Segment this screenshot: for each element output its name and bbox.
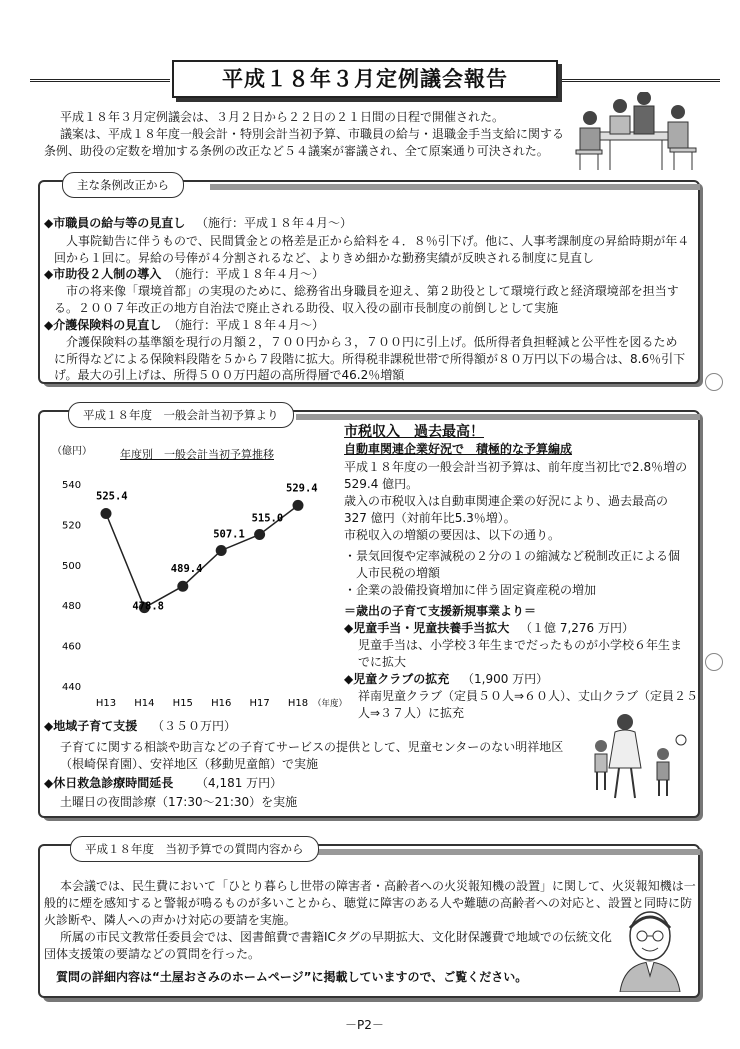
project-body: 児童手当は、小学校３年生までだったものが小学校６年生ま [358, 638, 683, 652]
ordinance-body: 回から１回に。昇給の号俸が４分割されるなど、よりきめ細かな勤務実績が反映される制度に見直し [54, 251, 595, 265]
ordinance-heading: ◆市助役２人制の導入 [44, 267, 162, 281]
data-point [177, 581, 188, 592]
project-body: でに拡大 [358, 655, 407, 669]
y-axis-label: （億円） [52, 446, 92, 457]
ordinance-body: 市の将来像「環境首都」の実現のために、総務省出身職員を迎え、第２助役として環境行政と経済環境部を担当す [66, 284, 679, 298]
headline: 市税収入 過去最高！ [344, 424, 484, 440]
ordinance-date: （施行：平成１８年４月～） [168, 318, 325, 332]
children-illustration [585, 710, 695, 806]
budget-text: 平成１８年度の一般会計当初予算は、前年度当初比で2.8％増の [344, 460, 688, 474]
factor-bullet: ・景気回復や定率減税の２分の１の縮減など税制改正による個 [344, 549, 681, 563]
x-tick-label: H15 [172, 698, 193, 709]
data-label: 529.4 [286, 482, 318, 495]
footer-note: 質問の詳細内容は“土屋おさみのホームページ”に掲載していますので、ご覧ください。 [56, 970, 528, 984]
ordinance-date: （施行：平成１８年４月～） [168, 267, 325, 281]
project-body: 子育てに関する相談や助言などの子育てサービスの提供として、児童センターのない明祥地区 [60, 740, 564, 754]
factor-bullet: 人市民税の増額 [344, 566, 441, 580]
question-line: 本会議では、民生費において「ひとり暮らし世帯の障害者・高齢者への火災報知機の設置」に関して、火災報知機は一 [60, 879, 696, 893]
question-line: 火診断や、隣人への声かけ対応の要請を実施。 [44, 913, 296, 927]
x-tick-label: H16 [211, 698, 232, 709]
new-projects-heading: ＝歳出の子育て支援新規事業より＝ [344, 604, 537, 618]
x-axis-label: （年度） [312, 699, 348, 709]
project-amount: （１億 7,276 万円） [520, 621, 634, 635]
budget-line-chart [40, 440, 350, 720]
ordinance-heading: ◆市職員の給与等の見直し [44, 216, 186, 230]
chart-title: 年度別 一般会計当初予算推移 [120, 448, 274, 461]
ordinance-body: げ。最大の引上げは、所得５００万円超の高所得層で46.2％増額 [54, 368, 405, 382]
ordinance-date: （施行：平成１８年４月～） [196, 216, 353, 230]
data-label: 507.1 [213, 528, 245, 541]
project-heading: ◆休日救急診療時間延長 [44, 776, 174, 790]
data-point [216, 545, 227, 556]
factors-intro: 市税収入の増額の要因は、以下の通り。 [344, 528, 561, 542]
revenue-text: 歳入の市税収入は自動車関連企業の好況により、過去最高の [344, 494, 669, 508]
y-tick-label: 460 [62, 641, 82, 653]
project-amount: （３５０万円） [152, 719, 237, 733]
project-body: （根崎保育園）、安祥地区（移動児童館）で実施 [60, 757, 319, 771]
x-tick-label: H14 [134, 698, 155, 709]
y-tick-label: 540 [62, 480, 82, 491]
ordinance-heading: ◆介護保険料の見直し [44, 318, 162, 332]
subheadline: 自動車関連企業好況で 積極的な予算編成 [344, 442, 573, 456]
project-amount: （4,181 万円） [196, 776, 283, 790]
y-tick-label: 520 [62, 520, 82, 532]
page-number: －P2－ [345, 1018, 384, 1032]
ordinance-body: る。２００７年改正の地方自治法で廃止される助役、収入役の副市長制度の前倒しとして実施 [54, 301, 559, 315]
title-rule-right [560, 79, 720, 82]
project-heading: ◆児童手当・児童扶養手当拡大 [344, 621, 510, 635]
intro-line: 議案は、平成１８年度一般会計・特別会計当初予算、市職員の給与・退職金手当支給に関する [60, 127, 565, 141]
project-heading: ◆地域子育て支援 [44, 719, 138, 733]
y-tick-label: 440 [62, 682, 82, 693]
project-heading: ◆児童クラブの拡充 [344, 672, 450, 686]
meeting-illustration [560, 92, 710, 176]
title-rule-left [30, 79, 170, 82]
project-body: 土曜日の夜間診療（17:30～21:30）を実施 [60, 795, 298, 809]
ordinance-body: 人事院勧告に伴うもので、民間賃金との格差是正から給料を４．８％引下げ。他に、人事考課制度の昇給時期が年４ [66, 234, 690, 248]
project-body: 人⇒３７人）に拡充 [358, 706, 465, 720]
title-box [172, 60, 558, 98]
question-line: 所属の市民文教常任委員会では、図書館費で書籍ICタグの早期拡大、文化財保護費で地域での伝統文化 [60, 930, 612, 944]
budget-text: 529.4 億円。 [344, 477, 419, 491]
binder-hole [705, 653, 723, 671]
question-line: 団体支援策の要請などの質問を行った。 [44, 947, 261, 961]
data-label: 515.0 [251, 512, 284, 525]
data-label: 525.4 [96, 490, 128, 503]
intro-line: 平成１８年３月定例議会は、３月２日から２２日の２１日間の日程で開催された。 [60, 110, 505, 124]
ordinance-body: 介護保険料の基準額を現行の月額２，７００円から３，７００円に引上げ。低所得者負担軽減と公平性を図るため [66, 335, 678, 349]
data-label: 478.8 [132, 600, 165, 613]
binder-hole [705, 373, 723, 391]
section-tab-questions: 平成１８年度 当初予算での質問内容から [70, 836, 319, 862]
portrait-illustration [612, 906, 692, 992]
intro-line: 条例、助役の定数を増加する条例の改正など５４議案が審議され、全て原案通り可決された。 [44, 144, 549, 158]
x-tick-label: H13 [95, 698, 117, 709]
project-amount: （1,900 万円） [462, 672, 549, 686]
x-tick-label: H18 [287, 698, 309, 709]
ordinance-body: に所得などによる保険料段階を５から７段階に拡大。所得税非課税世帯で所得額が８０万円以下の場合は、8.6％引下 [54, 352, 686, 366]
question-line: 般的に煙を感知すると警報が鳴るものが多いことから、聴覚に障害のある人や難聴の高齢者への対応と、設置と同時に防 [44, 896, 693, 910]
page-title: 平成１８年３月定例議会報告 [222, 67, 508, 91]
data-point [254, 529, 265, 540]
revenue-text: 327 億円（対前年比5.3％増）。 [344, 511, 516, 525]
section-tab-ordinance: 主な条例改正から [62, 172, 184, 198]
section-tab-budget: 平成１８年度 一般会計当初予算より [68, 402, 294, 428]
y-tick-label: 500 [62, 560, 82, 572]
y-tick-label: 480 [62, 601, 82, 613]
project-body: 祥南児童クラブ（定員５０人⇒６０人）、丈山クラブ（定員２５ [358, 689, 699, 703]
x-tick-label: H17 [249, 698, 270, 709]
data-point [293, 500, 304, 511]
data-label: 489.4 [170, 563, 203, 576]
factor-bullet: ・企業の設備投資増加に伴う固定資産税の増加 [344, 583, 597, 597]
data-point [101, 508, 112, 519]
